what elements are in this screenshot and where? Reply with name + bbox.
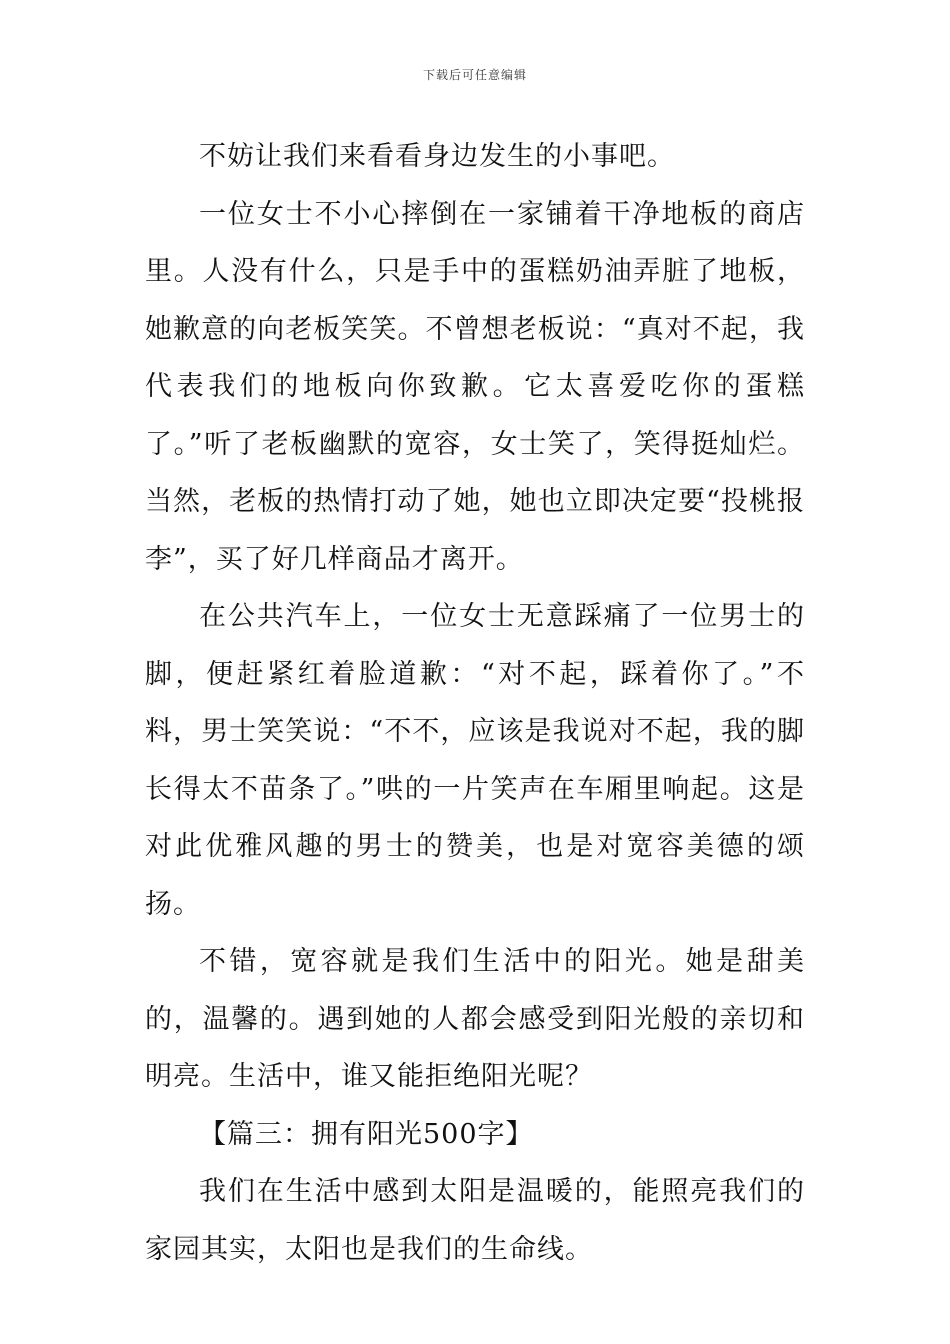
- paragraph: 不错，宽容就是我们生活中的阳光。她是甜美的，温馨的。遇到她的人都会感受到阳光般的亲切和明亮。生活中，谁又能拒绝阳光呢？: [145, 946, 805, 1092]
- paragraph: 在公共汽车上，一位女士无意踩痛了一位男士的脚，便赶紧红着脸道歉：“对不起，踩着你了。”不料，男士笑笑说：“不不，应该是我说对不起，我的脚长得太不苗条了。”哄的一片笑声在车厢里响起。这是对此优雅风趣的男士的赞美，也是对宽容美德的颂扬。: [145, 601, 805, 920]
- section-heading: 【篇三：拥有阳光500字】: [199, 1118, 534, 1150]
- paragraph: 一位女士不小心摔倒在一家铺着干净地板的商店里。人没有什么，只是手中的蛋糕奶油弄脏了地板，她歉意的向老板笑笑。不曾想老板说：“真对不起，我代表我们的地板向你致歉。它太喜爱吃你的蛋糕了。”听了老板幽默的宽容，女士笑了，笑得挺灿烂。当然，老板的热情打动了她，她也立即决定要“投桃报李”，买了好几样商品才离开。: [145, 198, 805, 575]
- paragraph: 我们在生活中感到太阳是温暖的，能照亮我们的家园其实，太阳也是我们的生命线。: [145, 1176, 805, 1265]
- paragraph: 不妨让我们来看看身边发生的小事吧。: [199, 141, 675, 172]
- header-note: 下载后可任意编辑: [422, 68, 527, 82]
- document-body: [145, 128, 805, 1278]
